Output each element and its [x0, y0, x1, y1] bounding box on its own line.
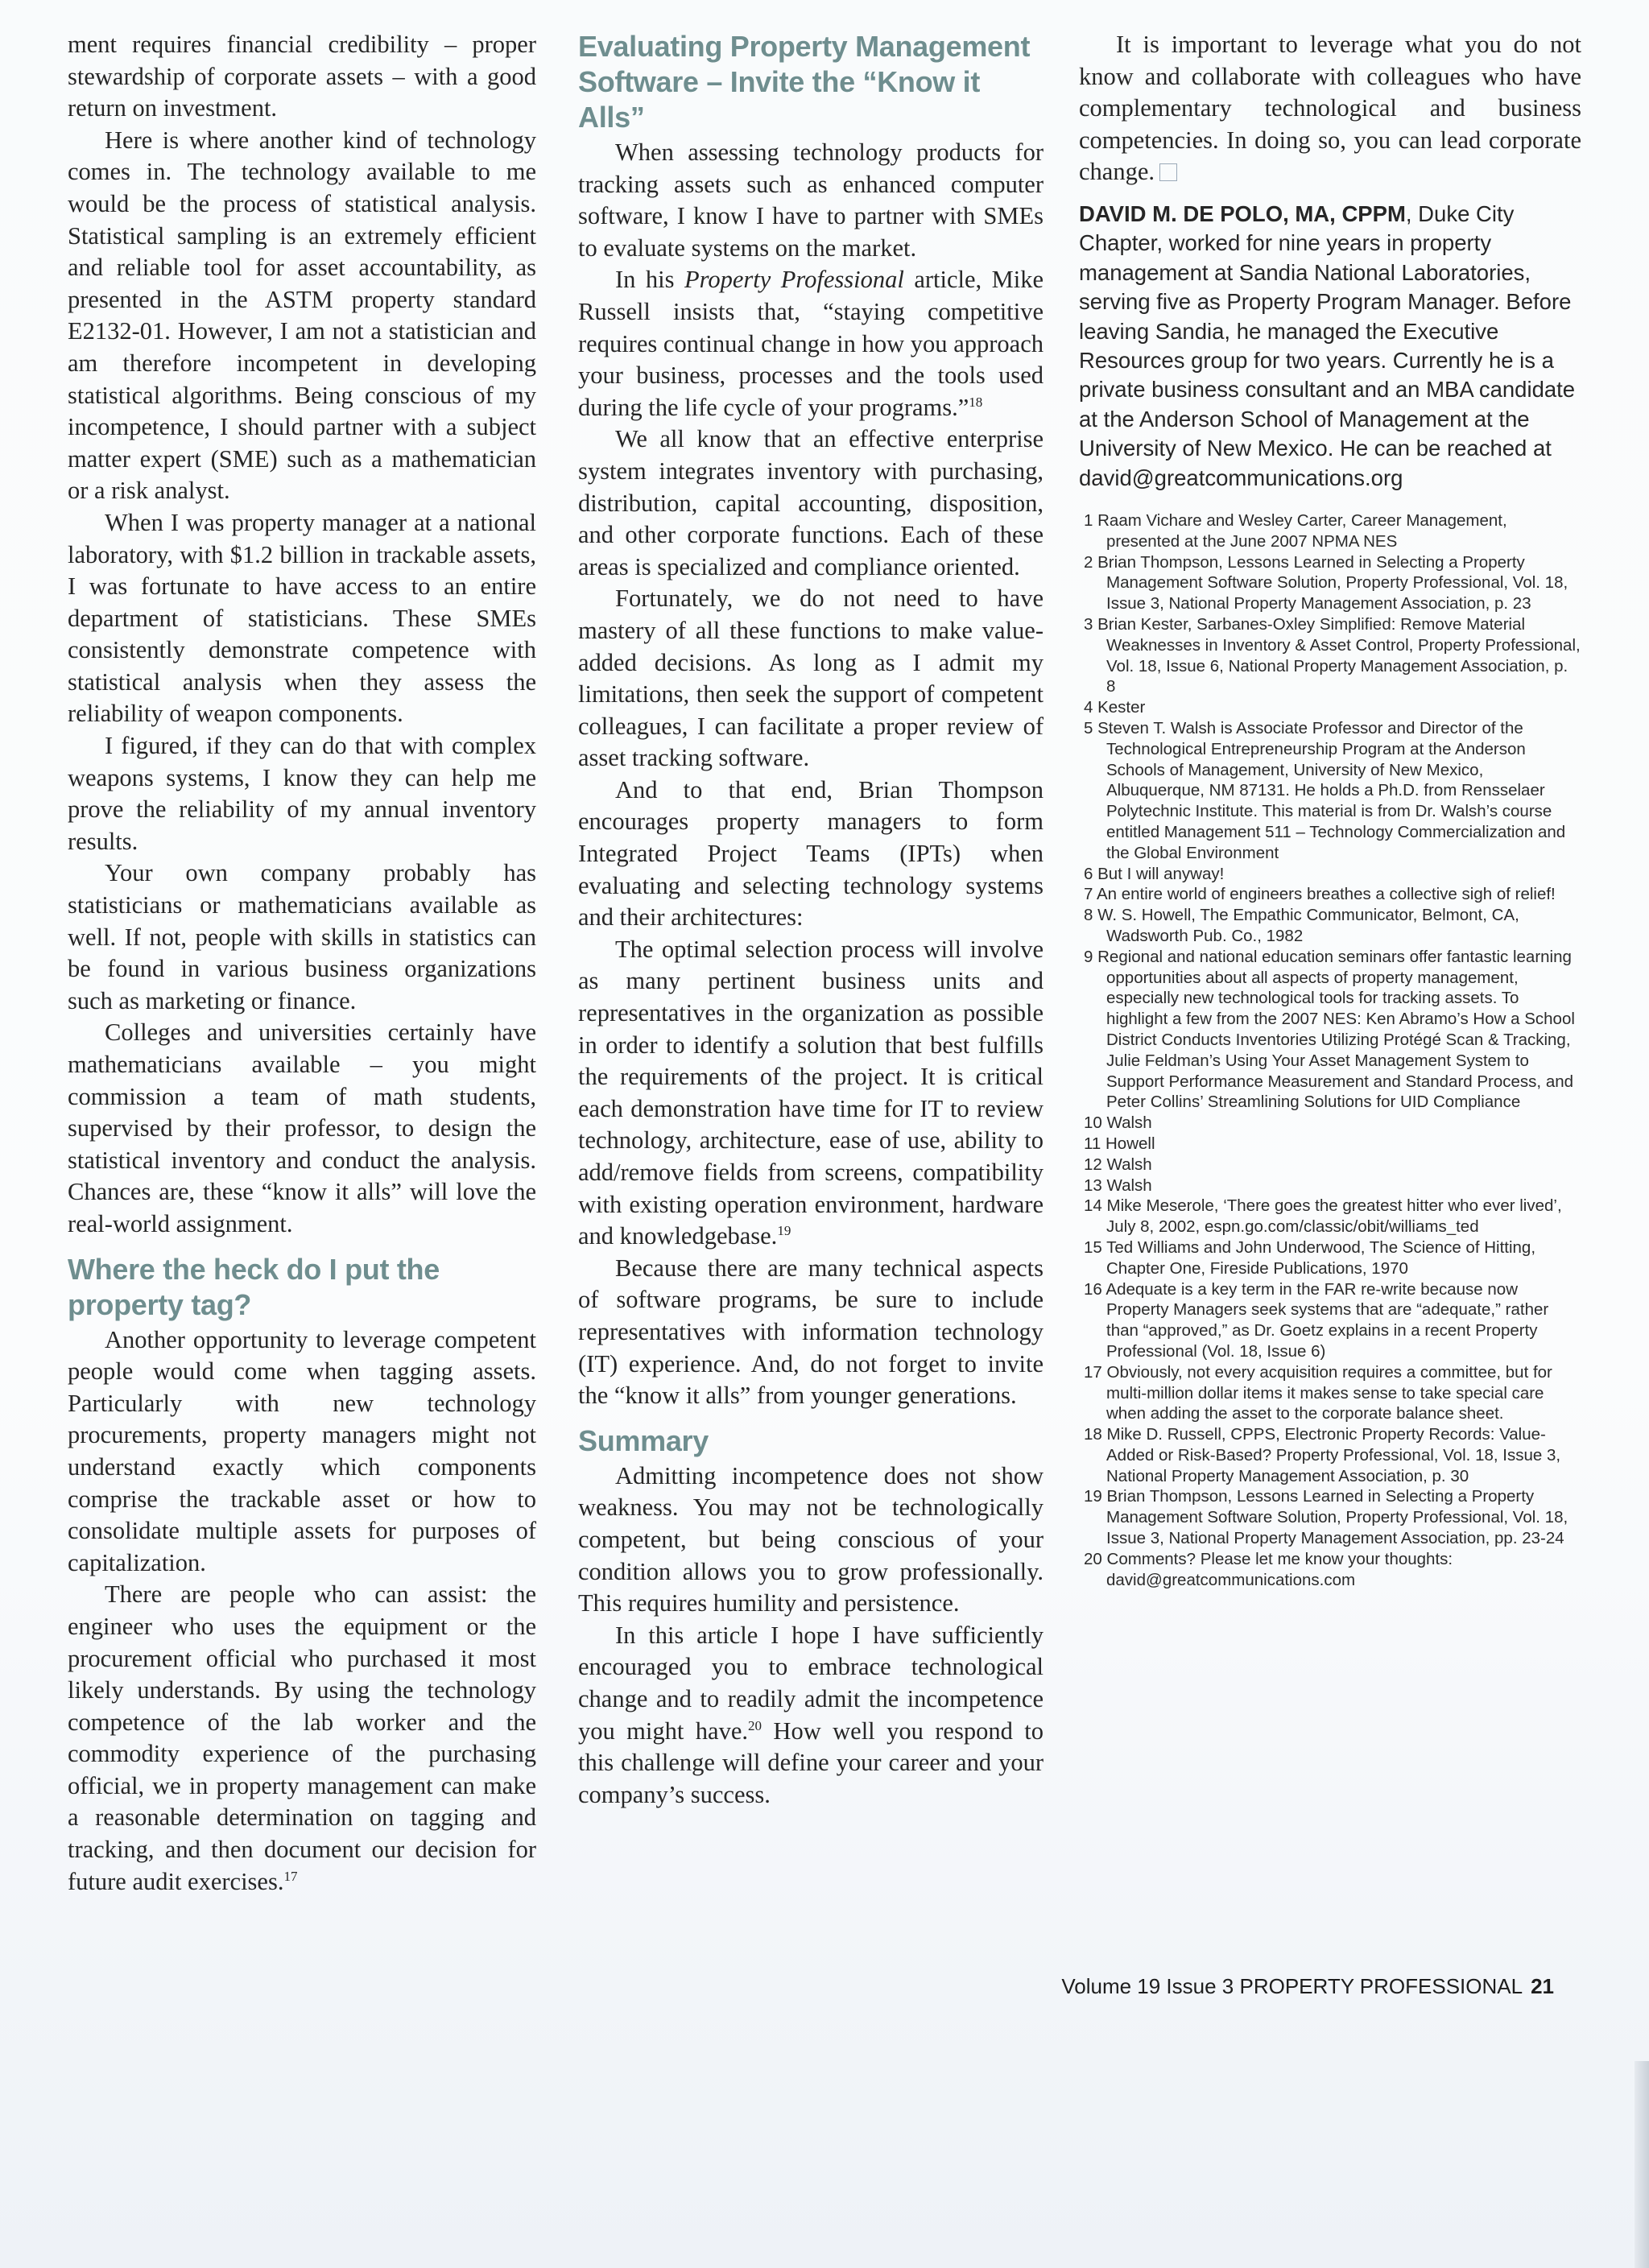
paragraph: We all know that an effective enterprise system integrates inventory with purchasing, distribution, capital accounting, disposition, and other corporate functions. Each of these areas is specialized and compliance oriented. [578, 425, 1044, 580]
footnote-number: 15 [1084, 1237, 1102, 1257]
footnote-number: 5 [1084, 719, 1093, 737]
footnote-body: Walsh [1106, 1113, 1152, 1133]
paragraph-text: How well you respond to this challenge will define your career and your company’s success. [578, 1716, 1044, 1808]
footnote-item [1079, 1175, 1581, 1196]
footnote-item [1079, 1134, 1581, 1155]
page-number: 21 [1531, 1974, 1554, 1998]
footnote-item [1079, 552, 1581, 614]
paragraph: And to that end, Brian Thompson encourages property managers to form Integrated Project Teams (IPTs) when evaluating and selecting technology systems and their architectures: [578, 775, 1044, 932]
footnote-item [1079, 510, 1581, 552]
footnote-text [1079, 718, 1581, 864]
paragraph: ment requires financial credibility – proper stewardship of corporate assets – with a good return on investment. [68, 31, 536, 122]
footnote-number: 2 [1084, 552, 1093, 572]
column-left [68, 29, 536, 1898]
paragraph: When I was property manager at a national laboratory, with $1.2 billion in trackable assets, I was fortunate to have access to an entire department of statisticians. These SMEs consistently demonstrate competence with statistical analysis when they assess the reliability of weapon components. [68, 508, 536, 728]
footnote-number: 8 [1084, 906, 1093, 925]
footnote-body: W. S. Howell, The Empathic Communicator, Belmont, CA, Wadsworth Pub. Co., 1982 [1097, 906, 1519, 945]
publication-title: Property Professional [684, 266, 904, 294]
paragraph [578, 264, 1044, 423]
footnote-number: 16 [1084, 1279, 1102, 1299]
end-mark-icon [1159, 163, 1177, 181]
footnote-text [1079, 1424, 1581, 1486]
footnote-item [1079, 1279, 1581, 1362]
paragraph: When assessing technology products for tracking assets such as enhanced computer software, I know I have to partner with SMEs to evaluate systems on the market. [578, 138, 1044, 262]
footnote-number: 13 [1084, 1175, 1102, 1195]
author-name: DAVID M. DE POLO, MA, CPPM [1079, 200, 1406, 226]
footnote-item [1079, 1486, 1581, 1548]
footnote-text [1079, 1134, 1581, 1155]
paragraph: Another opportunity to leverage competent people would come when tagging assets. Particularly with new technology procurements, property managers might not understand exactly which components comprise the trackable asset or how to consolidate multiple assets for purposes of capitalization. [68, 1325, 536, 1576]
author-bio-text: , Duke City Chapter, worked for nine years in property management at Sandia National Laboratories, serving five as Property Program Manager. Before leaving Sandia, he managed the Executive Resources group for two years. Currently he is a private business consultant and an MBA candidate at the Anderson School of Management at the University of New Mexico. He can be reached at david@greatcommunications.org [1079, 200, 1576, 490]
footnote-text [1079, 1279, 1581, 1362]
footnote-text [1079, 1362, 1581, 1424]
footnote-item [1079, 864, 1581, 885]
footnote-item [1079, 947, 1581, 1113]
footnote-ref: 20 [747, 1717, 762, 1733]
footnote-body: Adequate is a key term in the FAR re-write because now Property Managers seek systems that are “adequate,” rather than “approved,” as Dr. Goetz explains in a recent Property Professional (Vol. 18, Issue 6) [1106, 1279, 1549, 1361]
paragraph-text: It is important to leverage what you do not know and collaborate with colleagues who have complementary technological and business competencies. In doing so, you can lead corporate change. [1079, 31, 1581, 186]
footnote-body: Regional and national education seminars offer fantastic learning opportunities about all aspects of property management, especially new technological tools for tracking assets. To highlight a few from the 2007 NES: Ken Abramo’s How a School District Conducts Inventories Utilizing Protégé Scan & Tracking, Julie Feldman’s Using Your Asset Management System to Support Performance Measurement and Standard Process, and Peter Collins’ Streamlining Solutions for UID Compliance [1097, 947, 1575, 1112]
footnote-text [1079, 947, 1581, 1113]
footnote-ref: 18 [969, 394, 983, 410]
section-heading: Summary [578, 1423, 709, 1457]
footnote-number: 7 [1084, 885, 1093, 904]
footnote-body: Brian Thompson, Lessons Learned in Selecting a Property Management Software Solution, Property Professional, Vol. 18, Issue 3, National Property Management Association, pp. 23-24 [1106, 1487, 1568, 1548]
page-footer [1039, 1974, 1554, 1999]
footnote-body: Obviously, not every acquisition requires a committee, but for multi-million dollar items it makes sense to take special care when adding the asset to the corporate balance sheet. [1106, 1362, 1552, 1423]
footnote-number: 6 [1084, 864, 1093, 883]
footnote-text [1079, 614, 1581, 697]
page-edge [1635, 2061, 1649, 2268]
paragraph: Because there are many technical aspects of software programs, be sure to include representatives with information technology (IT) experience. And, do not forget to invite the “know it alls” from younger generations. [578, 1254, 1044, 1410]
footnote-text [1079, 1237, 1581, 1279]
paragraph: I figured, if they can do that with complex weapons systems, I know they can help me prove the reliability of my annual inventory results. [68, 732, 536, 855]
footnote-item [1079, 1155, 1581, 1175]
footnote-text [1079, 1175, 1581, 1196]
footnote-item [1079, 1424, 1581, 1486]
footnote-text [1079, 1155, 1581, 1175]
footnote-body: Howell [1105, 1134, 1155, 1153]
paragraph [1079, 29, 1581, 188]
footnotes-list [1079, 510, 1581, 1590]
footnote-item [1079, 1113, 1581, 1134]
footnote-item [1079, 614, 1581, 697]
footnote-body: Comments? Please let me know your thoughts: david@greatcommunications.com [1106, 1549, 1453, 1589]
footnote-item [1079, 1549, 1581, 1591]
paragraph [68, 1579, 536, 1898]
footnote-text [1079, 510, 1581, 552]
footnote-body: Mike D. Russell, CPPS, Electronic Property Records: Value-Added or Risk-Based? Property Professional, Vol. 18, Issue 3, National Property Management Association, p. 30 [1106, 1425, 1561, 1485]
footnote-text [1079, 1549, 1581, 1591]
footnote-body: Walsh [1106, 1155, 1152, 1174]
footnote-body: Brian Thompson, Lessons Learned in Selecting a Property Management Software Solution, Property Professional, Vol. 18, Issue 3, National Property Management Association, p. 23 [1097, 552, 1568, 613]
footnote-ref: 17 [283, 1868, 298, 1884]
footnote-number: 9 [1084, 947, 1093, 966]
footer-label: Volume 19 Issue 3 PROPERTY PROFESSIONAL [1061, 1974, 1523, 1998]
paragraph-text: article, Mike Russell insists that, “staying competitive requires continual change in how you approach your business, processes and the tools used during the life cycle of your programs.” [578, 266, 1044, 421]
footnote-item [1079, 697, 1581, 718]
footnote-text [1079, 1196, 1581, 1237]
footnote-item [1079, 1196, 1581, 1237]
footnote-text [1079, 864, 1581, 885]
footnote-body: Ted Williams and John Underwood, The Science of Hitting, Chapter One, Fireside Publications, 1970 [1106, 1237, 1536, 1278]
footnote-number: 10 [1084, 1113, 1102, 1133]
footnote-body: Mike Meserole, ‘There goes the greatest hitter who ever lived’, July 8, 2002, espn.go.com/classic/obit/williams_ted [1106, 1196, 1562, 1237]
footnote-body: An entire world of engineers breathes a collective sigh of relief! [1096, 885, 1556, 904]
footnote-number: 14 [1084, 1196, 1102, 1216]
footnote-number: 19 [1084, 1487, 1102, 1506]
footnote-body: Steven T. Walsh is Associate Professor and Director of the Technological Entrepreneurship Program at the Anderson Schools of Management, University of New Mexico, Albuquerque, NM 87131. He holds a Ph.D. from Rensselaer Polytechnic Institute. This material is from Dr. Walsh’s course entitled Management 511 – Technology Commercialization and the Global Environment [1097, 719, 1566, 862]
author-bio [1079, 200, 1581, 493]
footnote-number: 11 [1084, 1134, 1101, 1153]
paragraph: Here is where another kind of technology comes in. The technology available to me would be the process of statistical analysis. Statistical sampling is an extremely efficient and reliable tool for asset accountability, as presented in the ASTM property standard E2132-01. However, I am not a statistician and am therefore incompetent in developing statistical algorithms. Being conscious of my incompetence, I should partner with a subject matter expert (SME) such as a mathematician or a risk analyst. [68, 126, 536, 505]
column-right [1079, 29, 1581, 1590]
footnote-text [1079, 697, 1581, 718]
footnote-body: But I will anyway! [1097, 864, 1225, 883]
footnote-number: 3 [1084, 615, 1093, 634]
paragraph: Your own company probably has statisticians or mathematicians available as well. If not, people with skills in statistics can be found in various business organizations such as marketing or finance. [68, 859, 536, 1014]
footnote-text [1079, 552, 1581, 614]
footnote-number: 18 [1084, 1425, 1102, 1444]
footnote-number: 1 [1084, 511, 1093, 531]
closing-paragraph [1079, 29, 1581, 188]
paragraph: Colleges and universities certainly have mathematicians available – you might commission a team of math students, supervised by their professor, to design the statistical inventory and conduct the analysis. Chances are, these “know it alls” will love the real-world assignment. [68, 1018, 536, 1237]
paragraph-text: There are people who can assist: the engineer who uses the equipment or the procurement official who purchased it most likely understands. By using the technology competence of the lab worker and the commodity experience of the purchasing official, we in property management can make a reasonable determination on tagging and tracking, and then document our decision for future audit exercises. [68, 1580, 536, 1895]
footnote-body: Brian Kester, Sarbanes-Oxley Simplified: Remove Material Weaknesses in Inventory & Asset Control, Property Professional, Vol. 18, Issue 6, National Property Management Association, p. 8 [1097, 615, 1581, 696]
footnote-item [1079, 884, 1581, 905]
footnote-text [1079, 1486, 1581, 1548]
footnote-number: 17 [1084, 1362, 1102, 1382]
footnote-item [1079, 718, 1581, 864]
footnote-text [1079, 884, 1581, 905]
quote-text: The optimal selection process will involve as many pertinent business units and representatives in the organization as possible in order to identify a solution that best fulfills the requirements of the project. It is critical each demonstration have time for IT to review technology, architecture, ease of use, ability to add/remove fields from screens, compatibility with existing operation environment, hardware and knowledgebase. [578, 935, 1044, 1250]
footnote-number: 20 [1084, 1549, 1102, 1568]
paragraph: Fortunately, we do not need to have mastery of all these functions to make value-added decisions. As long as I admit my limitations, then seek the support of competent colleagues, I can facilitate a proper review of asset tracking software. [578, 585, 1044, 772]
block-quote [578, 934, 1044, 1253]
footnote-number: 4 [1084, 698, 1093, 717]
paragraph: Admitting incompetence does not show weakness. You may not be technologically competent, but being conscious of your condition allows you to grow professionally. This requires humility and persistence. [578, 1461, 1044, 1617]
footnote-item [1079, 1237, 1581, 1279]
paragraph-text: In his [615, 266, 684, 294]
footnote-body: Kester [1097, 698, 1146, 717]
footnote-text [1079, 905, 1581, 947]
section-heading: Evaluating Property Management Software – Invite the “Know it Alls” [578, 30, 1031, 134]
footnote-number: 12 [1084, 1155, 1102, 1174]
footnote-text [1079, 1113, 1581, 1134]
paragraph [578, 1620, 1044, 1812]
footnote-body: Raam Vichare and Wesley Carter, Career Management, presented at the June 2007 NPMA NES [1097, 511, 1507, 551]
footnote-body: Walsh [1106, 1175, 1152, 1195]
section-heading: Where the heck do I put the property tag? [68, 1252, 440, 1321]
footnote-ref: 19 [777, 1223, 791, 1239]
column-middle [578, 29, 1044, 1811]
footnote-item [1079, 1362, 1581, 1424]
paragraph-text: In this article I hope I have sufficiently encouraged you to embrace technological change and to readily admit the incompetence you might have. [578, 1621, 1044, 1745]
footnote-item [1079, 905, 1581, 947]
